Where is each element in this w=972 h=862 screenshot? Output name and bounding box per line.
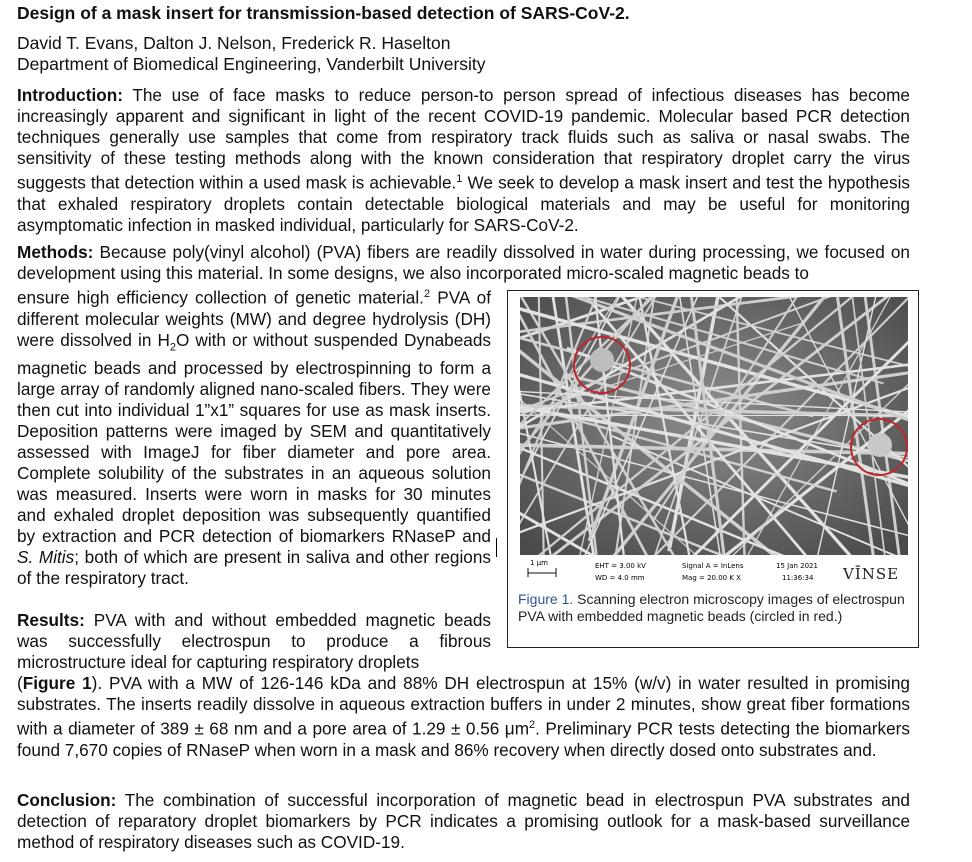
sem-micrograph bbox=[520, 297, 908, 593]
sem-date: 15 Jan 2021 bbox=[776, 562, 818, 570]
sem-signal: Signal A = InLens bbox=[682, 562, 744, 570]
author-block bbox=[17, 33, 486, 75]
methods-continuation bbox=[17, 284, 491, 589]
results-label: Results: bbox=[17, 610, 85, 630]
text-cursor bbox=[496, 538, 497, 557]
methods-text-b: PVA of different molecular weights (MW) and degree hydrolysis (DH) were dissolved in H bbox=[17, 287, 491, 350]
conclusion-paragraph bbox=[17, 790, 910, 853]
results-text-full: ). PVA with a MW of 126-146 kDa and 88% DH electrospun at 15% (w/v) in water resulted in promising substrates. The inserts readily dissolve in aqueous extraction buffers in under 2 minutes, show great fiber formations with a diameter of 389 ± 68 nm and a pore area of 1.29 ± 0.56 μm bbox=[17, 673, 910, 739]
methods-label: Methods: bbox=[17, 242, 94, 262]
figure-1 bbox=[507, 290, 919, 648]
introduction-label: Introduction: bbox=[17, 85, 123, 105]
vinse-logo: VĪNSE bbox=[843, 565, 900, 583]
figure-caption bbox=[518, 591, 908, 625]
affiliation: Department of Biomedical Engineering, Vanderbilt University bbox=[17, 54, 486, 74]
intro-ref: 1 bbox=[456, 173, 463, 185]
methods-text-c: O with or without suspended Dynabeads magnetic beads and processed by electrospinning to form a large array of randomly aligned nano-scaled fibers. They were then cut into individual 1”x1” squares for use as mask inserts. Deposition patterns were imaged by SEM and quantitatively assessed with ImageJ for fiber diameter and pore area. Complete solubility of the substrates in an aqueous solution was measured. Inserts were worn in masks for 30 minutes and exhaled droplet deposition was subsequently quantified by extraction and PCR detection of biomarkers RNaseP and bbox=[17, 329, 491, 547]
caption-text: Scanning electron microscopy images of electrospun PVA with embedded magnetic beads (circled in red.) bbox=[518, 591, 905, 624]
methods-subscript: 2 bbox=[169, 341, 176, 354]
methods-text-a: ensure high efficiency collection of genetic material. bbox=[17, 287, 424, 308]
sem-time: 11:36:34 bbox=[782, 574, 814, 582]
conclusion-text: The combination of successful incorporation of magnetic bead in electrospun PVA substrates and detection of reparatory droplet biomarkers by PCR indicates a promising outlook for a mask-based surveillance method of respiratory diseases such as COVID-19. bbox=[17, 790, 910, 852]
introduction-paragraph bbox=[17, 85, 910, 236]
intro-text-b: We seek to develop a mask insert and test the hypothesis that exhaled respiratory droplets contain detectable biological materials and may be useful for monitoring asymptomatic infection in masked individual, particularly for SARS-CoV-2. bbox=[17, 172, 910, 235]
methods-text-d: ; both of which are present in saliva and other regions of the respiratory tract. bbox=[17, 547, 491, 589]
methods-ref: 2 bbox=[423, 288, 431, 300]
results-paragraph bbox=[17, 610, 491, 673]
results-paren: ( bbox=[17, 673, 23, 693]
results-text-end: . Preliminary PCR tests detecting the biomarkers found 7,670 copies of RNaseP when worn in a mask and 86% recovery when directly dosed onto substrates and. bbox=[17, 718, 911, 760]
results-text-left: PVA with and without embedded magnetic beads was successfully electrospun to produce a fibrous microstructure ideal for capturing respiratory droplets bbox=[17, 610, 491, 672]
sem-wd: WD = 4.0 mm bbox=[595, 574, 645, 582]
results-sup: 2 bbox=[529, 719, 536, 731]
caption-label: Figure 1. bbox=[518, 591, 574, 607]
scale-label: 1 μm bbox=[530, 559, 548, 567]
results-fig-ref: Figure 1 bbox=[22, 673, 92, 693]
sem-image bbox=[520, 297, 908, 593]
methods-paragraph bbox=[17, 242, 910, 284]
methods-text-top: Because poly(vinyl alcohol) (PVA) fibers are readily dissolved in water during processing, we focused on development using this material. In some designs, we also incorporated micro-scaled magnetic beads to bbox=[17, 242, 910, 283]
paper-title: Design of a mask insert for transmission-based detection of SARS-CoV-2. bbox=[17, 3, 630, 23]
results-continuation bbox=[17, 673, 910, 761]
intro-text-a: The use of face masks to reduce person-to person spread of infectious diseases has become increasingly apparent and significant in light of the recent COVID-19 pandemic. Molecular based PCR detection techniques generally use samples that come from respiratory track fluids such as saliva or nasal swabs. The sensitivity of these testing methods along with the known consideration that respiratory droplet carry the virus suggests that detection within a used mask is achievable. bbox=[17, 85, 910, 193]
sem-mag: Mag = 20.00 K X bbox=[682, 574, 741, 582]
sem-eht: EHT = 3.00 kV bbox=[595, 562, 646, 570]
conclusion-label: Conclusion: bbox=[17, 790, 117, 810]
authors: David T. Evans, Dalton J. Nelson, Frederick R. Haselton bbox=[17, 33, 451, 53]
methods-italic: S. Mitis bbox=[17, 547, 75, 568]
